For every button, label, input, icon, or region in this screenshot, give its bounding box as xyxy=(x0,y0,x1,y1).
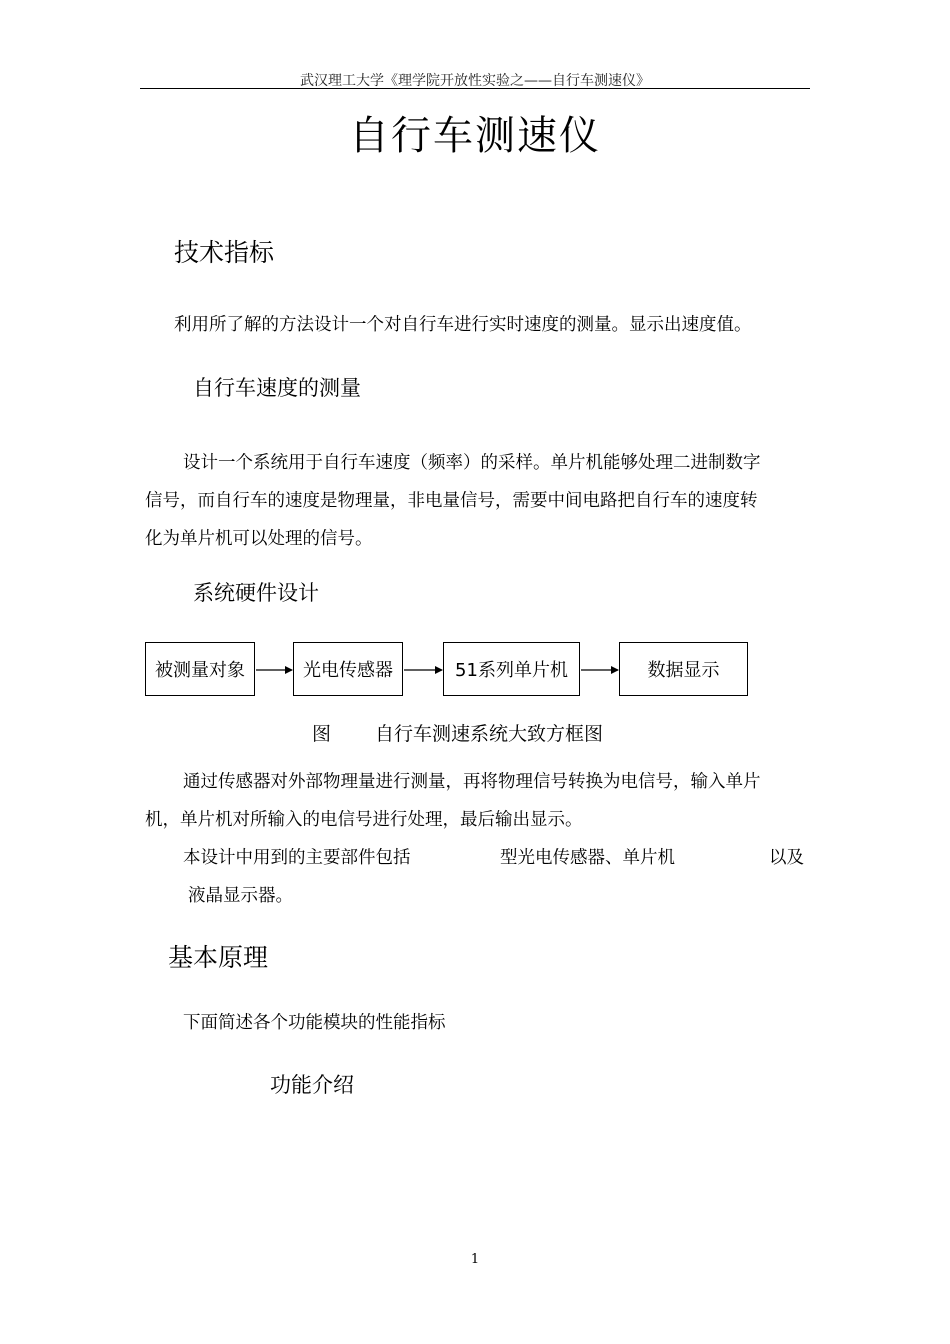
heading-tech-specs: 技术指标 xyxy=(174,238,275,267)
flow-box-display: 数据显示 xyxy=(619,642,748,696)
paragraph-parts-d: 液晶显示器。 xyxy=(188,886,293,906)
paragraph-parts-b: 型光电传感器、单片机 xyxy=(500,848,675,868)
heading-principle: 基本原理 xyxy=(168,943,269,972)
heading-speed-measure: 自行车速度的测量 xyxy=(193,376,361,400)
page-number: 1 xyxy=(470,1252,480,1267)
paragraph-tech-specs: 利用所了解的方法设计一个对自行车进行实时速度的测量。显示出速度值。 xyxy=(174,315,752,335)
paragraph-speed-line-3: 化为单片机可以处理的信号。 xyxy=(145,529,373,549)
paragraph-principle: 下面简述各个功能模块的性能指标 xyxy=(183,1013,446,1033)
paragraph-hardware-line-2: 机，单片机对所输入的电信号进行处理，最后输出显示。 xyxy=(145,810,583,830)
figure-caption-label: 图 xyxy=(312,723,332,745)
paragraph-parts-c: 以及 xyxy=(769,848,804,868)
paragraph-hardware-line-1: 通过传感器对外部物理量进行测量，再将物理信号转换为电信号，输入单片 xyxy=(183,772,761,792)
heading-function-intro: 功能介绍 xyxy=(270,1073,354,1097)
paragraph-parts-a: 本设计中用到的主要部件包括 xyxy=(183,848,411,868)
running-header: 武汉理工大学《理学院开放性实验之——自行车测速仪》 xyxy=(300,73,650,89)
flow-box-mcu: 51系列单片机 xyxy=(443,642,580,696)
figure-caption-text: 自行车测速系统大致方框图 xyxy=(375,723,604,745)
document-title: 自行车测速仪 xyxy=(349,113,601,159)
paragraph-speed-line-2: 信号，而自行车的速度是物理量，非电量信号，需要中间电路把自行车的速度转 xyxy=(145,491,758,511)
flow-box-photo-sensor: 光电传感器 xyxy=(293,642,403,696)
flow-box-measured-object: 被测量对象 xyxy=(145,642,255,696)
heading-hardware: 系统硬件设计 xyxy=(193,581,319,605)
paragraph-speed-line-1: 设计一个系统用于自行车速度（频率）的采样。单片机能够处理二进制数字 xyxy=(183,453,761,473)
